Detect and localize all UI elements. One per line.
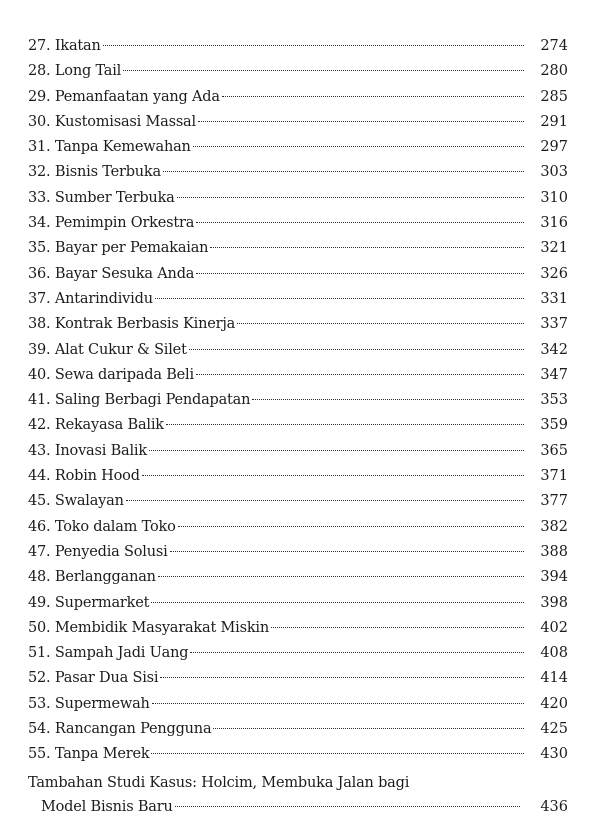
toc-entry — [28, 641, 568, 666]
toc-entry-page-number: 337 — [540, 316, 568, 333]
toc-entry-title: 29. Pemanfaatan yang Ada — [28, 88, 220, 105]
toc-entry-title: 31. Tanpa Kemewahan — [28, 139, 191, 156]
toc-entry — [28, 338, 568, 363]
toc-entry-title: 34. Pemimpin Orkestra — [28, 215, 195, 232]
toc-entry-page-number: 347 — [540, 366, 568, 383]
toc-entry — [28, 287, 568, 312]
dot-leader — [163, 171, 524, 172]
toc-entry — [28, 85, 568, 110]
toc-entry — [28, 666, 568, 691]
toc-entry — [28, 616, 568, 641]
toc-entry — [28, 262, 568, 287]
toc-entry — [28, 717, 568, 742]
toc-entry — [28, 540, 568, 565]
toc-entry-title: 30. Kustomisasi Massal — [28, 113, 196, 130]
appendix-page-number: 436 — [540, 799, 568, 815]
toc-entry-title: 39. Alat Cukur & Silet — [28, 341, 187, 358]
dot-leader — [177, 197, 524, 198]
dot-leader — [252, 399, 524, 400]
dot-leader — [190, 652, 524, 653]
appendix-title-line2-row — [28, 794, 568, 820]
toc-entry — [28, 135, 568, 160]
toc-entry-page-number: 430 — [540, 746, 568, 763]
dot-leader — [222, 96, 524, 97]
dot-leader — [196, 374, 524, 375]
toc-entry-title: 54. Rancangan Pengguna — [28, 721, 212, 738]
toc-entry — [28, 489, 568, 514]
toc-entry-title: 47. Penyedia Solusi — [28, 543, 168, 560]
toc-entry-page-number: 331 — [540, 290, 568, 307]
toc-entry — [28, 515, 568, 540]
toc-entry — [28, 565, 568, 590]
dot-leader — [196, 273, 524, 274]
toc-entry-page-number: 285 — [540, 88, 568, 105]
toc-entry-title: 27. Ikatan — [28, 38, 101, 54]
toc-entry-title: 52. Pasar Dua Sisi — [28, 670, 159, 687]
toc-entry-page-number: 274 — [540, 38, 568, 54]
dot-leader — [210, 247, 524, 248]
toc-entry-page-number: 420 — [540, 695, 568, 712]
toc-entry-page-number: 297 — [540, 139, 568, 156]
toc-entry-page-number: 398 — [540, 594, 568, 611]
toc-entry-page-number: 365 — [540, 442, 568, 459]
toc-entry-title: 45. Swalayan — [28, 493, 124, 510]
appendix-title-line1: Tambahan Studi Kasus: Holcim, Membuka Jalan bagi — [28, 775, 410, 791]
toc-entry-page-number: 394 — [540, 569, 568, 586]
dot-leader — [178, 526, 524, 527]
toc-entry — [28, 34, 568, 59]
dot-leader — [160, 677, 524, 678]
toc-entry — [28, 211, 568, 236]
toc-entry — [28, 363, 568, 388]
toc-entry-title: 40. Sewa daripada Beli — [28, 366, 194, 383]
toc-entry-page-number: 326 — [540, 265, 568, 282]
toc-entry-title: 50. Membidik Masyarakat Miskin — [28, 619, 269, 636]
toc-entry-title: 49. Supermarket — [28, 594, 150, 611]
toc-entry-page-number: 353 — [540, 392, 568, 409]
toc-entry-title: 37. Antarindividu — [28, 290, 153, 307]
toc-entry-page-number: 408 — [540, 645, 568, 662]
toc-entry — [28, 388, 568, 413]
dot-leader — [189, 349, 524, 350]
toc-entry — [28, 591, 568, 616]
dot-leader — [155, 298, 524, 299]
toc-entry-title: 55. Tanpa Merek — [28, 746, 150, 763]
dot-leader — [126, 500, 524, 501]
toc-entry-title: 33. Sumber Terbuka — [28, 189, 175, 206]
dot-leader — [237, 323, 524, 324]
dot-leader — [198, 121, 524, 122]
toc-entry — [28, 692, 568, 717]
dot-leader — [142, 475, 524, 476]
toc-entry-title: 41. Saling Berbagi Pendapatan — [28, 392, 251, 409]
toc-entry — [28, 742, 568, 767]
toc-entry — [28, 160, 568, 185]
toc-entry-page-number: 310 — [540, 189, 568, 206]
toc-entry-page-number: 425 — [540, 721, 568, 738]
dot-leader — [152, 703, 524, 704]
toc-entry — [28, 464, 568, 489]
toc-entry-page-number: 280 — [540, 63, 568, 80]
toc-entry-page-number: 377 — [540, 493, 568, 510]
dot-leader — [103, 45, 524, 46]
toc-entry-page-number: 291 — [540, 113, 568, 130]
toc-entry — [28, 186, 568, 211]
toc-entry-title: 35. Bayar per Pemakaian — [28, 240, 209, 257]
toc-entry — [28, 439, 568, 464]
dot-leader — [158, 576, 524, 577]
toc-entry-title: 46. Toko dalam Toko — [28, 518, 176, 535]
toc-entry-title: 38. Kontrak Berbasis Kinerja — [28, 316, 236, 333]
dot-leader — [151, 602, 524, 603]
toc-entry-title: 32. Bisnis Terbuka — [28, 164, 161, 181]
toc-entry — [28, 413, 568, 438]
toc-entry-page-number: 414 — [540, 670, 568, 687]
toc-entry — [28, 236, 568, 261]
appendix-entry — [28, 772, 568, 820]
toc-entry-page-number: 382 — [540, 518, 568, 535]
dot-leader — [175, 806, 520, 807]
toc-entry-title: 43. Inovasi Balik — [28, 442, 147, 459]
toc-entry-title: 53. Supermewah — [28, 695, 150, 712]
toc-entry-page-number: 371 — [540, 468, 568, 485]
toc-entry-title: 42. Rekayasa Balik — [28, 417, 164, 434]
toc-entry-title: 48. Berlangganan — [28, 569, 156, 586]
toc-entry-title: 36. Bayar Sesuka Anda — [28, 265, 195, 282]
toc-entry-page-number: 402 — [540, 619, 568, 636]
toc-entry — [28, 312, 568, 337]
toc-entry — [28, 110, 568, 135]
appendix-title-line2: Model Bisnis Baru — [41, 799, 173, 815]
toc-entry-page-number: 388 — [540, 543, 568, 560]
dot-leader — [213, 728, 524, 729]
toc-entry — [28, 59, 568, 84]
toc-entry-title: 44. Robin Hood — [28, 468, 140, 485]
dot-leader — [166, 424, 524, 425]
toc-entry-page-number: 303 — [540, 164, 568, 181]
dot-leader — [196, 222, 524, 223]
toc-entry-title: 28. Long Tail — [28, 63, 122, 80]
table-of-contents — [28, 34, 568, 768]
dot-leader — [149, 450, 524, 451]
toc-entry-page-number: 359 — [540, 417, 568, 434]
dot-leader — [170, 551, 524, 552]
dot-leader — [193, 146, 524, 147]
toc-entry-page-number: 316 — [540, 215, 568, 232]
dot-leader — [271, 627, 524, 628]
toc-entry-page-number: 321 — [540, 240, 568, 257]
dot-leader — [123, 70, 524, 71]
toc-entry-title: 51. Sampah Jadi Uang — [28, 645, 189, 662]
toc-entry-page-number: 342 — [540, 341, 568, 358]
dot-leader — [151, 753, 524, 754]
